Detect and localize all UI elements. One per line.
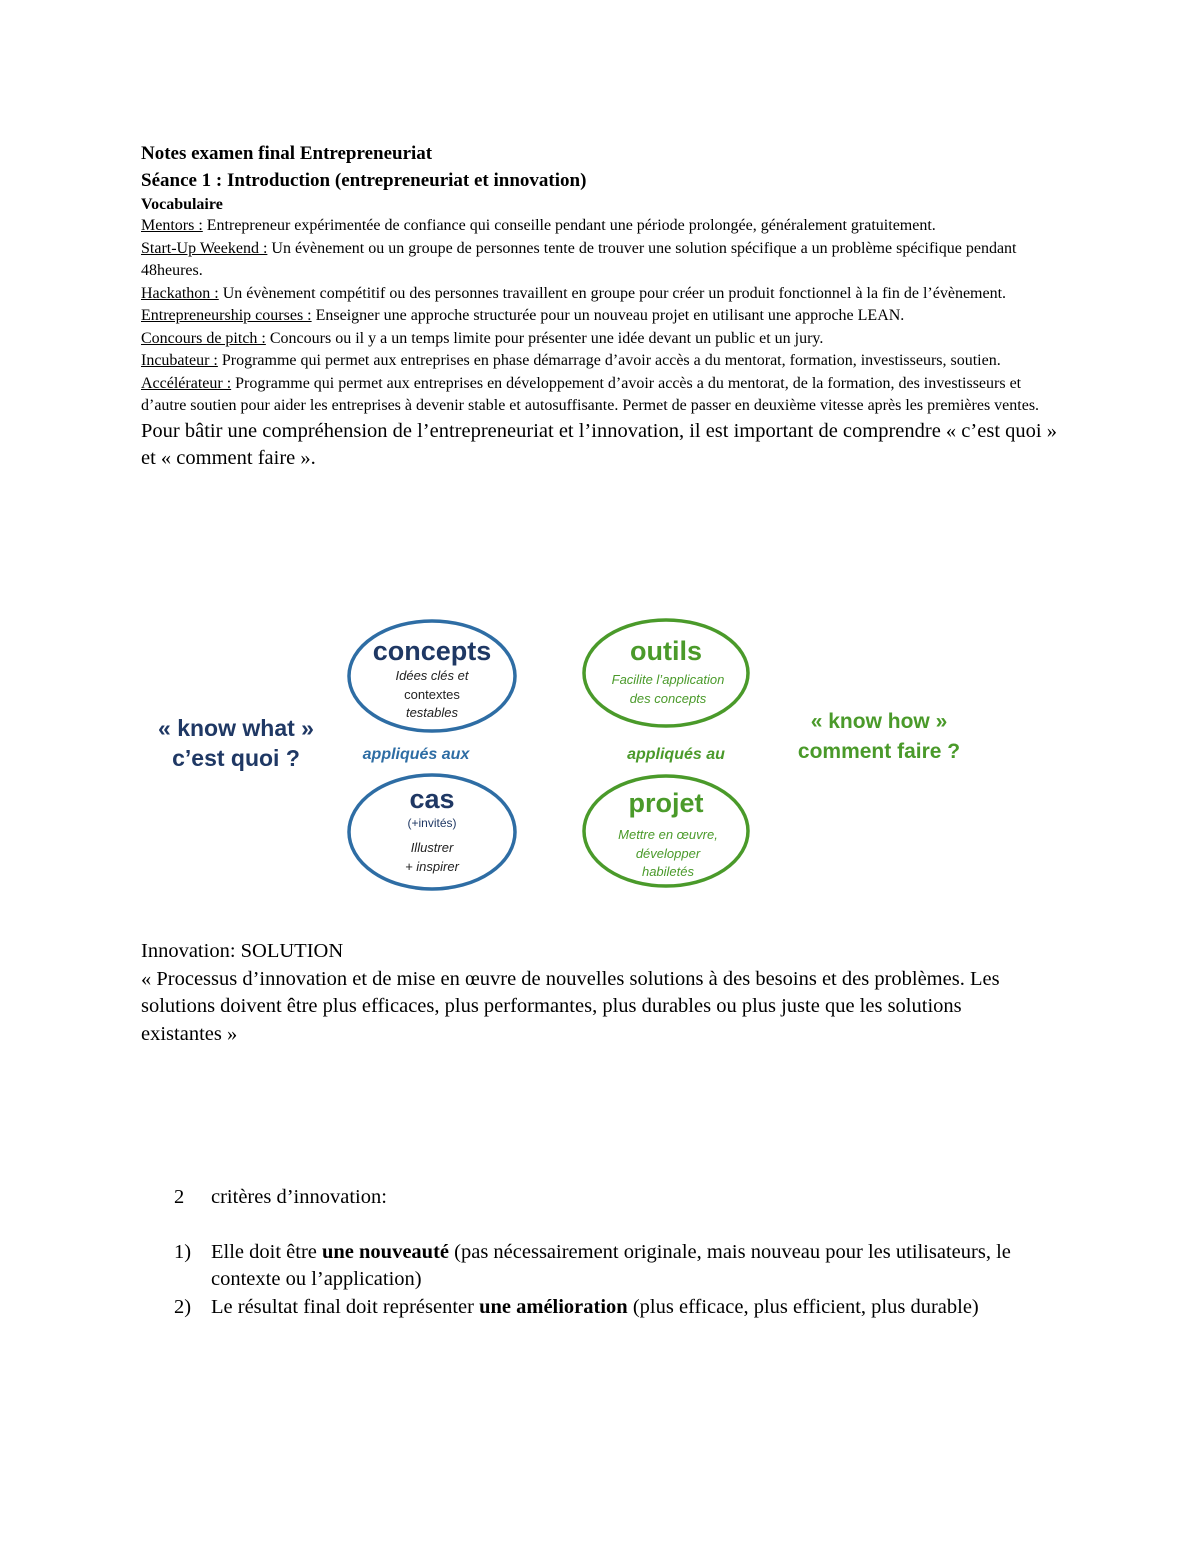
outils-sub-1: Facilite l’application <box>611 672 725 687</box>
criteria-item-1 <box>141 1239 1041 1294</box>
cas-sub-3: + inspirer <box>405 859 459 874</box>
vocab-heading: Vocabulaire <box>141 196 223 213</box>
applied-right-label: appliqués au <box>627 746 725 763</box>
innovation-quote: « Processus d’innovation et de mise en œuvre de nouvelles solutions à des besoins et des problèmes. Les solutions doivent être plus efficaces, plus performantes, plus durables ou plus juste que les solutions existantes » <box>141 967 1000 1045</box>
cas-sub-1: (+invités) <box>407 816 457 830</box>
vocab-item-accelerateur <box>141 373 1061 418</box>
concepts-title: concepts <box>372 636 492 666</box>
vocab-item-concours-pitch <box>141 328 1061 351</box>
cest-quoi-label: c’est quoi ? <box>172 745 300 771</box>
criteria-intro-text: critères d’innovation: <box>211 1186 387 1208</box>
know-what-label: « know what » <box>158 715 314 741</box>
vocab-definition: Concours ou il y a un temps limite pour présenter une idée devant un public et un jury. <box>265 329 824 347</box>
criteria-section <box>141 1184 1041 1321</box>
document-title: Notes examen final Entrepreneuriat <box>141 143 433 164</box>
vocab-item-incubateur <box>141 350 1061 373</box>
comment-faire-label: comment faire ? <box>797 740 961 763</box>
criteria-item-text <box>211 1294 1041 1322</box>
cas-sub-2: Illustrer <box>410 840 454 855</box>
outils-title: outils <box>630 636 702 666</box>
vocab-item-hackathon <box>141 283 1061 306</box>
vocab-term: Hackathon : <box>141 284 219 302</box>
vocab-term: Mentors : <box>141 217 203 234</box>
vocab-term: Start-Up Weekend : <box>141 239 268 257</box>
concepts-sub-1: Idées clés et <box>395 668 469 683</box>
projet-sub-1: Mettre en œuvre, <box>618 827 718 842</box>
innovation-section <box>141 938 1041 1048</box>
vocab-item-startup-weekend <box>141 238 1061 283</box>
criteria-text-before: Elle doit être <box>211 1240 322 1263</box>
know-what-how-diagram <box>0 610 1200 900</box>
concepts-sub-2: contextes <box>404 687 460 702</box>
projet-title: projet <box>628 788 704 818</box>
vocab-term: Incubateur : <box>141 352 218 369</box>
vocab-term: Concours de pitch : <box>141 329 266 347</box>
criteria-text-after: (pas nécessairement originale, mais nouveau pour les utilisateurs, le contexte ou l’application) <box>211 1240 1011 1290</box>
criteria-item-2 <box>141 1294 1041 1322</box>
vocab-definition: Entrepreneur expérimentée de confiance qui conseille pendant une période prolongée, généralement gratuitement. <box>202 217 936 234</box>
document-page <box>141 140 1061 473</box>
criteria-text-before: Le résultat final doit représenter <box>211 1295 480 1318</box>
criteria-item-text <box>211 1239 1041 1294</box>
vocab-definition: Programme qui permet aux entreprises en phase démarrage d’avoir accès a du mentorat, formation, investisseurs, soutien. <box>217 352 1001 369</box>
criteria-text-bold: une nouveauté <box>322 1240 450 1263</box>
vocab-term: Accélérateur : <box>141 374 232 392</box>
vocab-definition: Un évènement ou un groupe de personnes tente de trouver une solution spécifique a un problème spécifique pendant 48heures. <box>141 239 1017 279</box>
criteria-intro <box>141 1184 1041 1212</box>
concepts-sub-3: testables <box>405 705 459 720</box>
vocab-definition: Programme qui permet aux entreprises en développement d’avoir accès a du mentorat, de la formation, des investisseurs et d’autre soutien pour aider les entreprises à devenir stable et autosuffisante. Permet de passer en deuxième vitesse après les premières ventes. <box>141 374 1040 414</box>
know-how-label: « know how » <box>810 710 948 733</box>
diagram-svg <box>0 610 1200 900</box>
vocab-definition: Enseigner une approche structurée pour un nouveau projet en utilisant une approche LEAN. <box>311 307 905 324</box>
vocab-item-entrepreneurship-courses <box>141 305 1061 328</box>
vocab-item-mentors <box>141 215 1061 238</box>
criteria-text-bold: une amélioration <box>479 1295 628 1318</box>
cas-title: cas <box>409 784 455 814</box>
outils-sub-2: des concepts <box>629 691 707 706</box>
criteria-text-after: (plus efficace, plus efficient, plus durable) <box>627 1295 979 1318</box>
applied-left-label: appliqués aux <box>362 746 470 763</box>
session-title: Séance 1 : Introduction (entrepreneuriat et innovation) <box>141 170 587 191</box>
projet-sub-2: développer <box>635 846 701 861</box>
projet-sub-3: habiletés <box>641 864 695 879</box>
criteria-item-number: 1) <box>174 1240 192 1263</box>
innovation-heading: Innovation: SOLUTION <box>141 940 344 962</box>
vocab-term: Entrepreneurship courses : <box>141 307 312 324</box>
criteria-intro-number: 2 <box>174 1186 185 1208</box>
intro-paragraph: Pour bâtir une compréhension de l’entrepreneuriat et l’innovation, il est important de comprendre « c’est quoi » et « comment faire ». <box>141 419 1057 469</box>
vocab-definition: Un évènement compétitif ou des personnes travaillent en groupe pour créer un produit fonctionnel à la fin de l’évènement. <box>218 284 1007 302</box>
criteria-item-number: 2) <box>174 1295 192 1318</box>
